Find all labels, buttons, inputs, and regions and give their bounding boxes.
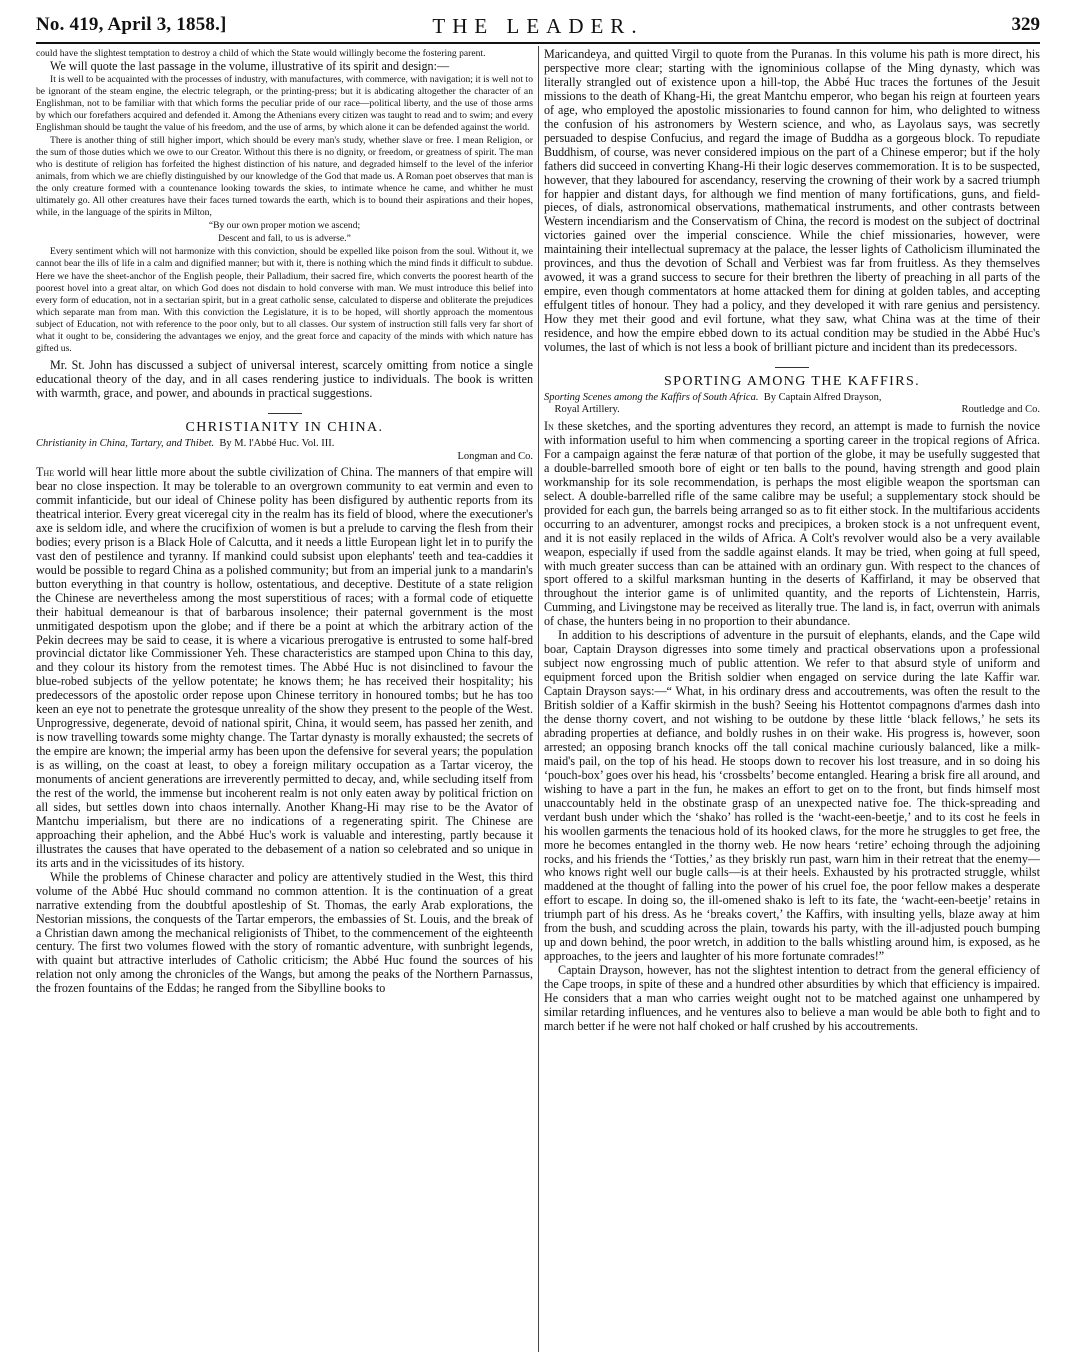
china-paragraph: [36, 466, 533, 871]
china-book-title: Christianity in China, Tartary, and Thibet.: [36, 438, 215, 450]
kaffirs-paragraph: Captain Drayson, however, has not the slightest intention to detract from the general efficiency of the Cape troops, in spite of these and a hundred other absurdities by which that efficiency is impaired. He considers that a man who carries weight ought not to be matched against one unhampered by similar retarding influences, and he ventures also to believe a man would be able both to fight and to march better if he were not half choked or half crushed by his accoutrements.: [544, 963, 1040, 1033]
kaffirs-author: By Captain Alfred Drayson,: [763, 391, 882, 403]
kaffirs-heading: SPORTING AMONG THE KAFFIRS.: [663, 373, 921, 389]
china-lead-word: The: [36, 465, 55, 480]
china-paragraph: While the problems of Chinese character and policy are attentively studied in the West, this third volume of the Abbé Huc should command no common attention. It is the continuation of a great narrative extending from the doubtful apostleship of St. Thomas, the early Arab explorations, the Nestorian missions, the conquests of the Tartar emperors, the embassies of St. Louis, and the break of a Christian dawn among the mechanical religionists of Thibet, to the commencement of the eighteenth century. The first two volumes flowed with the story of romantic adventure, with sunbright legends, with quaint but attractive interludes of Catholic criticism; the Abbé Huc found the sources of his relation not only among the chronicles of the Wangs, but among the peaks of the Northern Parnassus, the frozen fountains of the Eddas; he ranged from the Sibylline books to: [36, 869, 533, 996]
closing-paragraph: Mr. St. John has discussed a subject of universal interest, scarcely omitting from notice a single educational theory of the day, and in all cases rendering justice to individuals. The book is written with warmth, grace, and power, and abounds in practical suggestions.: [36, 358, 533, 401]
kaffirs-lead-word: In: [544, 418, 554, 433]
extract-paragraph: There is another thing of still higher import, which should be every man's study, whether slave or free. I mean Religion, or the sum of those duties which we owe to our Creator. Without this there is no dignity, or freedom, or greatness of spirit. The man who is destitute of religion has forfeited the highest distinction of his nature, and degraded himself to the level of the inferior animals, from which we are chiefly distinguished by our knowledge of the God that made us. A Roman poet observes that man is the only creature formed with a countenance looking towards the skies, to intimate whence he came, and whither he must ultimately go. All other creatures have their faces turned towards the earth, which is to bound their aspirations and their hopes, while, in the language of the spirits in Milton,: [36, 134, 533, 219]
intro-fragment: could have the slightest temptation to destroy a child of which the State would willingly become the fostering parent.: [36, 48, 486, 59]
kaffirs-paragraph: In addition to his descriptions of adventure in the pursuit of elephants, elands, and the Cape wild boar, Captain Drayson digresses into some timely and practical observations upon a professional subject now engrossing much of public attention. We refer to that absurd style of uniform and equipment forced upon the British soldier when engaged on service during the late Kaffir war. Captain Drayson says:—“ What, in his ordinary dress and accoutrements, was often the result to the British soldier of a Kaffir skirmish in the bush? Seeing his Hottentot compagnons d'armes dash into the dense thorny covert, and not wishing to be outdone by these little ‘black fellows,’ he sets its abrading properties at defiance, and boldly rushes in on their wake. His progress is, however, soon arrested; an opposing branch knocks off the tall conical machine curiously balanced, like a milk-maid's pail, on the top of his head. He stoops down to recover his lost treasure, and in so doing his ‘pouch-box’ goes over his head, his ‘crossbelts’ become entangled. Hearing a brisk fire all around, and wishing to have a part in the fun, he makes an effort to get on to the front, but finds himself most unaccountably held in the obstinate grasp of an unexpected native foe. The thick-spreading and verdant bush under which the ‘shako’ has rolled is the ‘wacht-een-beetje,’ and to its cost he feels in his woollen garments the tenacious hold of its hooked claws, for the more he struggles to get free, the more he becomes entangled in the thorny web. He now hears ‘retire’ echoing through the adjoining rocks, and his friends the ‘Totties,’ as they briskly run past, warn him in their retreat that the enemy—who knows right well our bugle calls—is at their heels. Exhausted by his protracted struggle, whilst maddened at the thought of falling into the power of his cruel foe, the poor fellow makes a desperate effort to escape. In doing so, the ill-omened shako is left to its fate, the ‘wacht-een-beetje’ retains in triumph part of his dress. As he ‘breaks covert,’ the Kaffirs, with insulting yells, blaze away at him from the bush, and scudding across the plain, towards his party, with the ill-adjusted pouch bumping up and down behind, the poor wretch, in addition to the balls whistling around him, is exposed, as he approaches, to the jeers and laughter of his more fortunate comrades!”: [544, 628, 1040, 964]
extract-paragraph: It is well to be acquainted with the processes of industry, with manufactures, with commerce, with navigation; it is well not to be ignorant of the steam engine, the electric telegraph, or the printing-press; but it is abdicating altogether the character of an Englishman, not to be familiar with that which forms the peculiar pride of our race—political liberty, and the use of those arms by which our forefathers acquired and defended it. Among the Athenians every citizen was taught to read and to swim; and every Englishman should be taught the value of his freedom, and the use of arms, by which alone it can be defended against the world.: [36, 74, 533, 134]
kaffirs-publisher: Routledge and Co.: [961, 404, 1040, 416]
left-column: [36, 48, 533, 1352]
kaffirs-paragraph-text: these sketches, and the sporting adventures they record, an attempt is made to furnish the novice with information useful to him when commencing a sporting career in the tropical regions of Africa. For a campaign against the feræ naturæ of that portion of the globe, it may be usefully suggested that a double-barrelled smooth bore of eight or ten balls to the pound, having strength and good plain workmanship for its sole recommendation, is perhaps the most eligible weapon the sportsman can select. A double-barrelled rifle of the same calibre may be useful; a supplementary stock should be provided for each gun, the barrels being arranged so as to fit either stock. In the multifarious accidents occurring to an adventurer, amongst rocks and precipices, a broken stock is a not unfrequent event, and it is not easily replaced in the wilds of Africa. A Colt's revolver would also be a very available weapon, especially if used from the saddle against elands. It may be tried, when going at full speed, with much greater success than can be attained with an ordinary gun. With respect to the chances of sport offered to a skilful marksman hunting in the deserts of Kaffirland, it may be observed that throughout the interior game is of unlimited quantity, and the reports of Lichtenstein, Harris, Cumming, and Livingstone may be received as literally true. The land is, in fact, overrun with animals of chase, the hunters being in no proportion to their abundance.: [544, 418, 1040, 629]
section-rule: [268, 413, 302, 414]
china-publisher: Longman and Co.: [457, 450, 533, 462]
masthead: [36, 14, 1040, 40]
china-paragraph-text: world will hear little more about the subtle civilization of China. The manners of that empire will bear no close inspection. It may be tolerable to an overgrown community to eat vermin and even to commit infanticide, but our ideal of Chinese polity has been disfigured by authentic reports from its theatrical interior. Every great viceregal city in the realm has its field of blood, where the executioner's axe is seldom idle, and where the crucifixion of women is but a prelude to carving the flesh from their bodies; every prison is a Black Hole of Calcutta, and it needs a little European light let in to purify the vast den of pestilence and tyranny. If mankind could subsist upon elephants' teeth and tea-caddies it would be possible to regard China as a polished community; but from an imperial junk to a mandarin's button everything in that country is hollow, ostentatious, and deceptive. Destitute of a state religion the Chinese are nevertheless among the most superstitious of races; with a formal code of etiquette their habitual demeanour is that of barbarous insolence; their paternal government is the most unmitigated despotism upon the globe; and if there be a point at which the arbitrary action of the Pekin decrees may be said to cease, it is where a vicarious prerogative is entrusted to some half-bred provincial dictator like Commissioner Yeh. These characteristics are stamped upon China to this day, and they colour its history from the remotest times. The Abbé Huc is not disinclined to favour the blue-robed subjects of the yellow potentate; he knows them; he has received their hospitality; his predecessors of the apostolic order repose upon Chinese territory in honoured tombs; but he has too keen an eye not to penetrate the grotesque unreality of the show they present to the people of the West. Unprogressive, degenerate, devoid of national spirit, China, it would seem, has passed her zenith, and is now travelling towards some mighty change. The Tartar dynasty is morally exhausted; the secrets of the empire are known; the imperial army has been upon the defensive for several years; the population is as willing, on the coast at least, to obey a foreign military occupation as a Tartar viceroy, the monuments of ancient generations are irreverently permitted to decay, and, while secluding itself from the rest of the world, the immense but incoherent realm is not only eaten away by political friction on all sides, but settles down into chaos internally. Another Khang-Hi may rise to be the Avator of Mantchu imperialism, but there are no indications of a regenerating spirit. The Chinese are approaching their aphelion, and the Abbé Huc's work is valuable and interesting, partly because it illustrates the causes that have operated to the debasement of a nation so celebrated and so unique in its arts and in the vicissitudes of its history.: [36, 465, 533, 870]
header-rule: [36, 42, 1040, 44]
issue-date: No. 419, April 3, 1858.]: [36, 14, 227, 35]
right-column: [544, 48, 1040, 1352]
kaffirs-author-rank: Royal Artillery.: [554, 404, 620, 416]
china-author: By M. l'Abbé Huc. Vol. III.: [219, 438, 335, 450]
china-continuation: Maricandeya, and quitted Virgil to quote from the Puranas. In this volume his path is more direct, his perspective more clear; starting with the ignominious collapse of the Ming dynasty, which was literally strangled out of existence upon a hill-top, the Abbé Huc traces the fortunes of the Jesuit missions to the death of Khang-Hi, the great Mantchu emperor, who began his reign at fourteen years of age, who employed the apostolic missionaries to found cannon for him, who delighted to witness the confusion of his astronomers by Western science, and who, as Layolaus says, was secretly persuaded to despise Confucius, and regard the image of Buddha as a gorgeous block. To repudiate Buddhism, of course, was never considered impious on the part of a Chinese emperor; but if the holy fathers did succeed in converting Khang-Hi their logic deserves commemoration. It is to be suspected, however, that they laboured for ascendancy, reserving the crowning of their work by a sacred triumph for happier and distant days, for although we find mention of many fortifications, guns, and field-pieces, of dials, astronomical observations, mathematical instruments, and other contrasts between Western incendiarism and the Conservatism of China, the record is modest on the subject of doctrinal victories gained over the imperial conscience. While the chief missionaries, however, were maintaining their intellectual supremacy at the palace, the lesser lights of Catholicism illuminated the provinces, and thus the devotion of Schall and Verbiest was far from fruitless. As they themselves avowed, it was a grand success to secure for their brethren the liberty of preaching in all parts of the empire, even though commentators at home attacked them for dining at golden tables, and accepting effulgent titles of honour. They had a policy, and they developed it with rare genius and persistency. How they met their good and evil fortune, what they saw, what China was at the time of their residence, and how the empire ebbed down to its actual condition may be studied in the Abbé Huc's volumes, the last of which is not less a book of brilliant picture and incident than its predecessors.: [544, 48, 1040, 355]
china-heading: CHRISTIANITY IN CHINA.: [185, 420, 384, 436]
page-number: 329: [1011, 14, 1040, 35]
extract-paragraph: Every sentiment which will not harmonize with this conviction, should be expelled like poison from the soul. Without it, we cannot bear the ills of life in a calm and dignified manner; but with it, there is nothing which the mind finds it difficult to subdue. Here we have the sheet-anchor of the English people, their Palladium, their sacred fire, which converts the poorest hearth of the poorest hovel into a great altar, on which God does not disdain to hold converse with man. We must introduce this belief into every form of education, not in a sectarian spirit, but in a great catholic sense, calculated to disperse and obliterate the prejudices which separate man from man. With this conviction the Legislature, it is to be hoped, will shortly approach the momentous subject of Education, not with reference to the poor only, but to all classes. Our system of instruction still falls very far short of what it ought to be, considering the advantages we enjoy, and the great force and capacity of the minds with which nature has gifted us.: [36, 246, 533, 355]
intro-quote-lead: We will quote the last passage in the volume, illustrative of its spirit and design:—: [50, 59, 450, 74]
column-divider: [538, 46, 539, 1352]
kaffirs-book-meta: [544, 392, 1040, 417]
section-rule: [775, 367, 809, 368]
kaffirs-book-title: Sporting Scenes among the Kaffirs of South Africa.: [544, 391, 759, 403]
kaffirs-paragraph: [544, 420, 1040, 629]
verse-line: “By our own proper motion we ascend;: [208, 220, 361, 232]
china-book-meta: [36, 438, 533, 463]
verse-line: Descent and fall, to us is adverse.”: [218, 233, 351, 245]
paper-title: THE LEADER.: [432, 14, 644, 38]
